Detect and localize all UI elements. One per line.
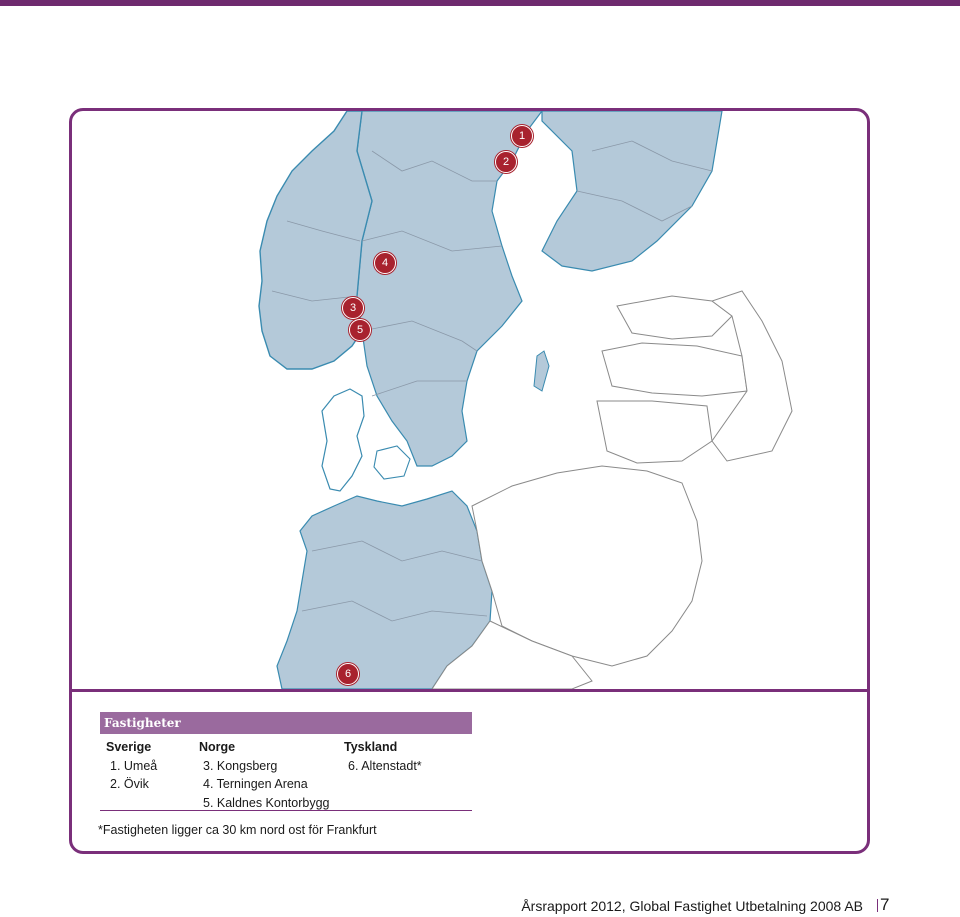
legend-column-heading: Tyskland [344, 740, 398, 754]
latvia-region [602, 343, 747, 396]
legend-item: 6. Altenstadt* [348, 758, 422, 773]
top-accent-bar [0, 0, 960, 6]
map-divider [72, 689, 867, 692]
location-marker-1[interactable]: 1 [511, 125, 533, 147]
finland-region [542, 111, 722, 271]
legend [100, 712, 472, 810]
legend-item: 1. Umeå [110, 758, 158, 773]
location-marker-4[interactable]: 4 [374, 252, 396, 274]
location-marker-3[interactable]: 3 [342, 297, 364, 319]
lithuania-region [597, 401, 712, 463]
footer-text: Årsrapport 2012, Global Fastighet Utbetalning 2008 AB [521, 898, 863, 914]
page-footer [521, 897, 892, 915]
legend-column-heading: Norge [199, 740, 236, 754]
legend-item: 5. Kaldnes Kontorbygg [203, 795, 330, 810]
footnote: *Fastigheten ligger ca 30 km nord ost för Frankfurt [98, 823, 377, 837]
location-marker-5[interactable]: 5 [349, 319, 371, 341]
legend-title: Fastigheter [100, 712, 472, 734]
gotland-island [534, 351, 549, 391]
legend-item: 3. Kongsberg [203, 758, 278, 773]
legend-rule [100, 810, 472, 811]
page-number: 7 [880, 895, 890, 914]
location-marker-6[interactable]: 6 [337, 663, 359, 685]
legend-column-sverige [106, 738, 157, 794]
legend-column-tyskland [344, 738, 422, 775]
legend-item: 4. Terningen Arena [203, 777, 308, 791]
location-marker-2[interactable]: 2 [495, 151, 517, 173]
legend-column-heading: Sverige [106, 740, 152, 754]
zealand-island [374, 446, 410, 479]
footer-separator [877, 899, 878, 912]
map [72, 111, 867, 689]
map-frame [69, 108, 870, 854]
legend-item: 2. Övik [110, 777, 149, 791]
denmark-region [322, 389, 364, 491]
legend-column-norge [199, 738, 329, 812]
